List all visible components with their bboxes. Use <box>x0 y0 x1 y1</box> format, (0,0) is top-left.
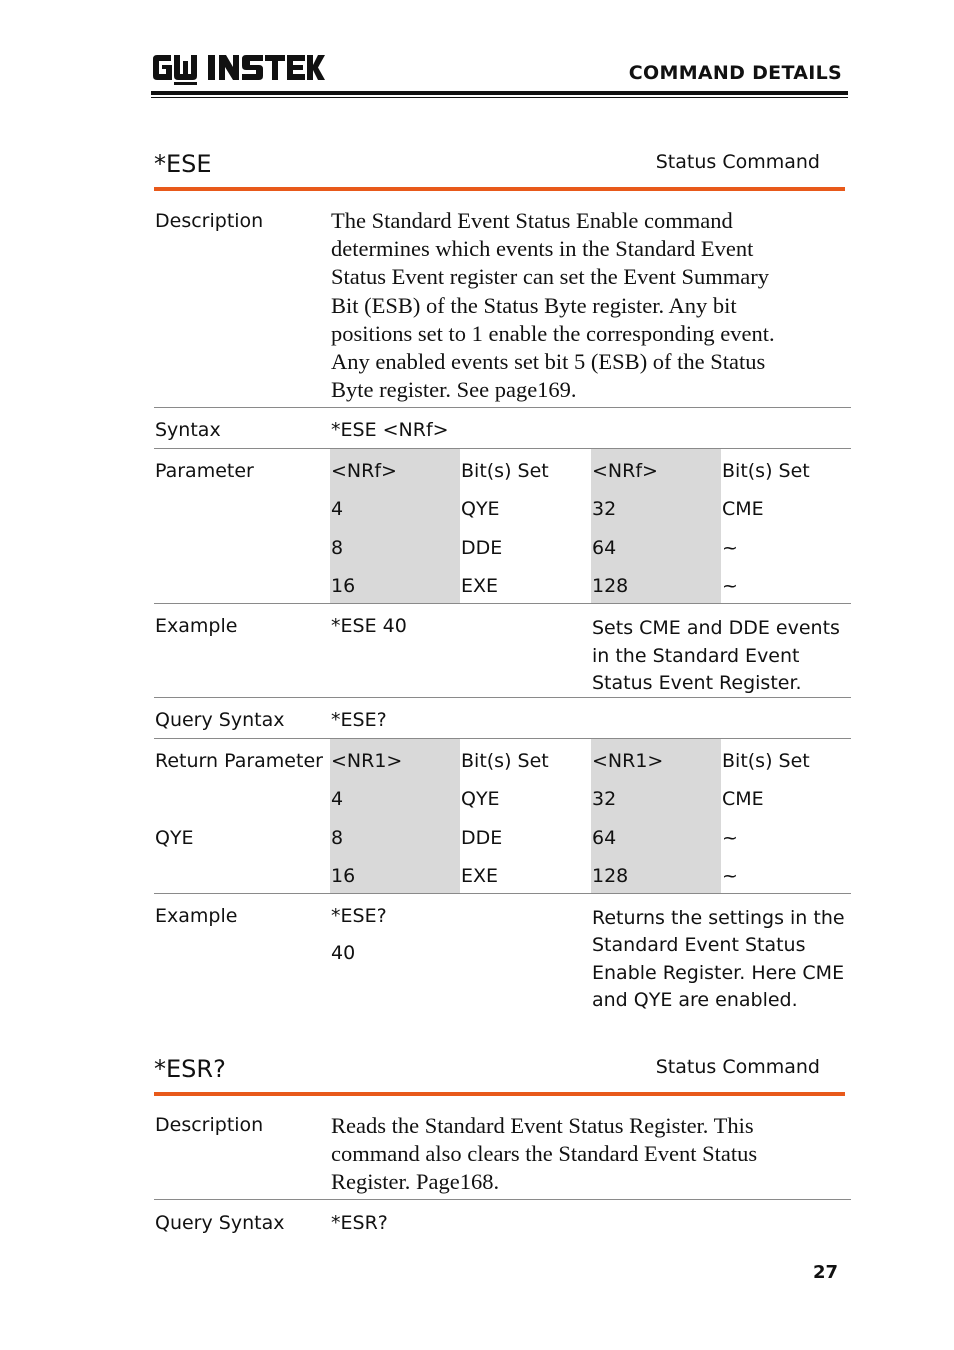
parameter-cell: QYE <box>461 498 500 520</box>
return-cell: 8 <box>331 827 344 849</box>
return-header: Bit(s) Set <box>461 750 549 772</box>
query-example-note-line: Enable Register. Here CME <box>592 961 845 984</box>
command-name-ese: *ESE <box>154 150 212 178</box>
description-label: Description <box>155 210 264 232</box>
gw-instek-logo <box>153 55 325 85</box>
query-example-note-line: and QYE are enabled. <box>592 988 798 1011</box>
return-cell: 16 <box>331 865 356 887</box>
return-cell: DDE <box>461 827 503 849</box>
description-line: Any enabled events set bit 5 (ESB) of the Status <box>331 349 766 375</box>
return-cell: 128 <box>592 865 629 887</box>
description-line: The Standard Event Status Enable command <box>331 208 733 233</box>
description-line: Bit (ESB) of the Status Byte register. Any bit <box>331 292 737 318</box>
esr-description-line: command also clears the Standard Event Status <box>331 1141 758 1167</box>
description-line: positions set to 1 enable the corresponding event. <box>331 320 775 346</box>
syntax-label: Syntax <box>155 419 221 441</box>
description-line: Byte register. See page169. <box>331 377 577 403</box>
section-rule-ese <box>154 187 845 191</box>
esr-description-line: Register. Page168. <box>331 1169 500 1195</box>
header-rule-thin <box>151 97 848 99</box>
return-parameter-label: Return Parameter <box>155 750 323 772</box>
section-title: COMMAND DETAILS <box>628 62 842 84</box>
parameter-header: <NRf> <box>592 460 658 482</box>
parameter-cell: ~ <box>722 537 738 559</box>
example-command: *ESE 40 <box>331 615 407 637</box>
section-rule-esr <box>154 1092 845 1096</box>
return-extra-label: QYE <box>155 827 194 849</box>
query-example-note-line: Returns the settings in the <box>592 907 845 929</box>
esr-description-label: Description <box>155 1114 264 1136</box>
command-type-esr: Status Command <box>655 1056 820 1078</box>
description-text <box>331 207 775 404</box>
parameter-cell: 64 <box>592 537 617 559</box>
parameter-cell: DDE <box>461 537 503 559</box>
parameter-cell: 8 <box>331 537 344 559</box>
esr-description-line: Reads the Standard Event Status Register. This <box>331 1113 754 1138</box>
query-syntax-label: Query Syntax <box>155 709 285 731</box>
return-header: Bit(s) Set <box>722 750 810 772</box>
command-name-esr: *ESR? <box>154 1055 226 1083</box>
example-note-line: Sets CME and DDE events <box>592 617 840 639</box>
esr-query-syntax-label: Query Syntax <box>155 1212 285 1234</box>
esr-query-syntax-value: *ESR? <box>331 1212 388 1234</box>
return-cell: ~ <box>722 827 738 849</box>
command-type-ese: Status Command <box>655 151 820 173</box>
row-divider <box>154 407 851 408</box>
return-cell: 4 <box>331 788 344 810</box>
header-rule <box>151 91 848 95</box>
example-note-line: in the Standard Event <box>592 644 800 667</box>
parameter-cell: ~ <box>722 575 738 597</box>
return-cell: ~ <box>722 865 738 887</box>
row-divider <box>154 697 851 698</box>
parameter-header: Bit(s) Set <box>461 460 549 482</box>
return-cell: QYE <box>461 788 500 810</box>
parameter-label: Parameter <box>155 460 254 482</box>
parameter-cell: CME <box>722 498 764 520</box>
parameter-cell: 16 <box>331 575 356 597</box>
return-cell: 64 <box>592 827 617 849</box>
parameter-cell: 4 <box>331 498 344 520</box>
row-divider <box>154 1199 851 1200</box>
row-divider <box>154 738 851 739</box>
example-note-line: Status Event Register. <box>592 672 802 694</box>
return-cell: 32 <box>592 788 617 810</box>
return-cell: CME <box>722 788 764 810</box>
parameter-header: <NRf> <box>331 460 397 482</box>
return-cell: EXE <box>461 865 499 887</box>
parameter-cell: 128 <box>592 575 629 597</box>
parameter-cell: EXE <box>461 575 499 597</box>
row-divider <box>154 448 851 449</box>
query-example-command: *ESE? <box>331 905 387 927</box>
parameter-header: Bit(s) Set <box>722 460 810 482</box>
description-line: Status Event register can set the Event Summary <box>331 264 770 290</box>
example-note <box>592 615 840 698</box>
query-syntax-value: *ESE? <box>331 709 387 731</box>
row-divider <box>154 603 851 604</box>
esr-description-text <box>331 1112 757 1197</box>
return-header: <NR1> <box>592 750 664 772</box>
description-line: determines which events in the Standard Event <box>331 236 754 262</box>
query-example-response: 40 <box>331 942 356 964</box>
query-example-note-line: Standard Event Status <box>592 934 806 957</box>
row-divider <box>154 893 851 894</box>
example-label: Example <box>155 615 238 637</box>
parameter-cell: 32 <box>592 498 617 520</box>
query-example-note <box>592 905 845 1014</box>
syntax-value: *ESE <NRf> <box>331 419 449 441</box>
return-header: <NR1> <box>331 750 403 772</box>
query-example-label: Example <box>155 905 238 927</box>
page-number: 27 <box>813 1262 839 1283</box>
